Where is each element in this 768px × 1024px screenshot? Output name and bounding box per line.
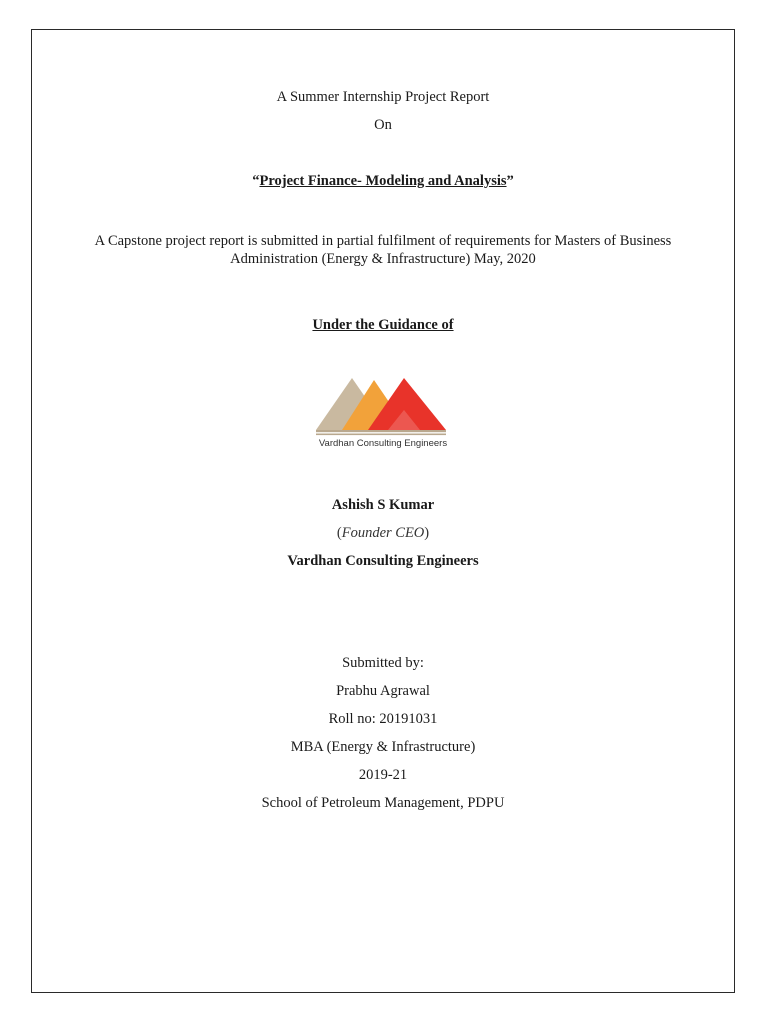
guide-role (31, 524, 735, 542)
on-label: On (374, 117, 392, 133)
company-logo (312, 372, 454, 454)
role-close-paren: ) (424, 525, 430, 541)
description-line-2: Administration (Energy & Infrastructure) May, 2020 (230, 251, 536, 267)
report-type: A Summer Internship Project Report (276, 89, 490, 105)
academic-years: 2019-21 (358, 767, 408, 783)
title-close-quote: ” (506, 173, 514, 189)
guide-organization: Vardhan Consulting Engineers (287, 553, 479, 569)
role-text: Founder CEO (341, 525, 425, 541)
project-title (31, 172, 735, 190)
logo-caption: Vardhan Consulting Engineers (318, 438, 448, 449)
roll-number: Roll no: 20191031 (328, 711, 438, 727)
title-text: Project Finance- Modeling and Analysis (259, 173, 507, 189)
role-open-paren: ( (336, 525, 342, 541)
mountain-logo-icon (312, 372, 454, 438)
title-open-quote: “ (252, 173, 260, 189)
guide-name: Ashish S Kumar (331, 497, 435, 513)
description-line-1: A Capstone project report is submitted in partial fulfilment of requirements for Masters of Business (94, 233, 672, 249)
program-name: MBA (Energy & Infrastructure) (290, 739, 476, 755)
student-name: Prabhu Agrawal (336, 683, 430, 699)
submitted-by-label: Submitted by: (342, 655, 424, 671)
guidance-heading: Under the Guidance of (312, 317, 454, 333)
school-name: School of Petroleum Management, PDPU (261, 795, 505, 811)
